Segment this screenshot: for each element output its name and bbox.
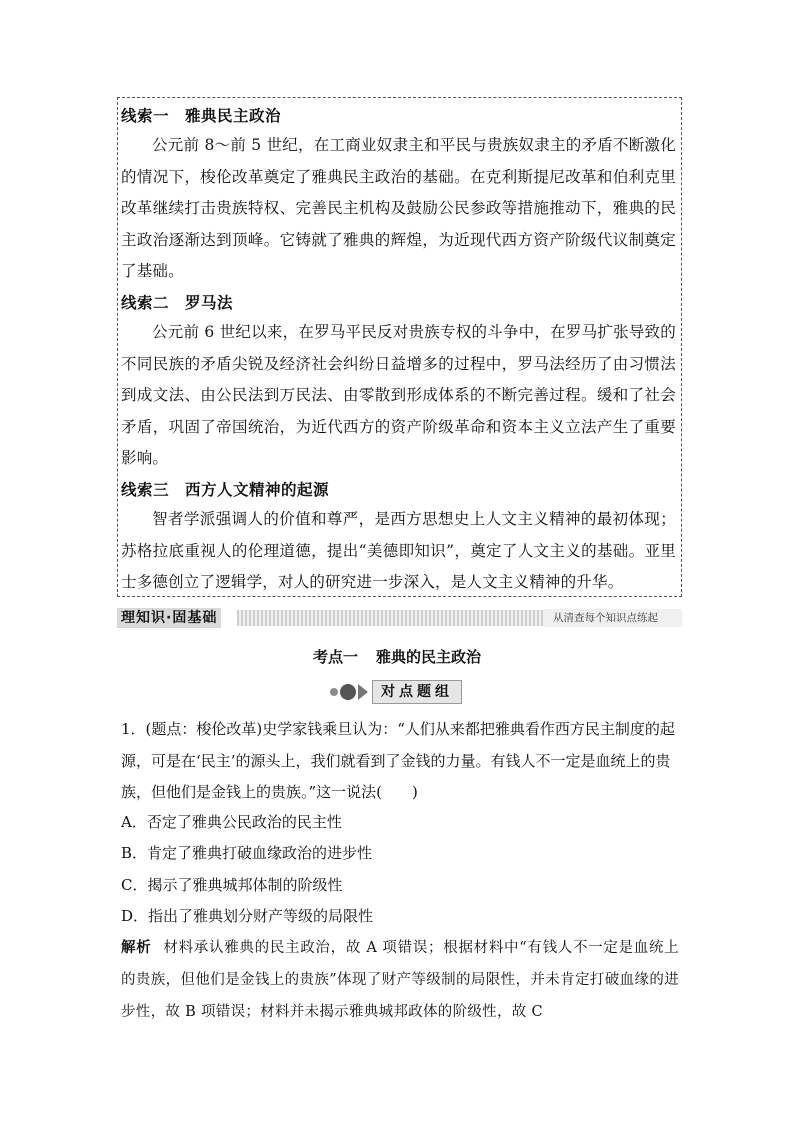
question-stem: 1．(题点：梭伦改革)史学家钱乘旦认为：“人们从来都把雅典看作西方民主制度的起源，可是在‘民主’的源头上，我们就看到了金钱的力量。有钱人不一定是血统上的贵族，但他们是金钱上的贵族。”这一说法( ) (121, 720, 675, 801)
option-d: D．指出了雅典划分财产等级的局限性 (121, 907, 374, 925)
clue-label: 线索一 (121, 107, 170, 125)
option-b: B．肯定了雅典打破血缘政治的进步性 (121, 844, 373, 862)
clue-heading-3 (121, 478, 329, 500)
option-a: A．否定了雅典公民政治的民主性 (121, 813, 342, 831)
explanation (121, 932, 679, 1028)
dot-icon (330, 688, 338, 696)
clue-text: 公元前 6 世纪以来，在罗马平民反对贵族专权的斗争中，在罗马扩张导致的不同民族的矛盾尖锐及经济社会纠纷日益增多的过程中，罗马法经历了由习惯法到成文法、由公民法到万民法、由零散到形成体系的不断完善过程。缓和了社会矛盾，巩固了帝国统治，为近代西方的资产阶级革命和资本主义立法产生了重要影响。 (121, 323, 676, 467)
clue-paragraph-3 (121, 504, 676, 599)
clue-topic: 罗马法 (185, 294, 234, 312)
section-banner (117, 608, 682, 628)
question-group-badge (330, 680, 470, 704)
explanation-text: 材料承认雅典的民主政治，故 A 项错误；根据材料中“有钱人不一定是血统上的贵族，但他们是金钱上的贵族”体现了财产等级制的局限性，并未肯定打破血缘的进步性，故 B 项错误；材料并未揭示雅典城邦政体的阶级性，故 C (121, 940, 679, 1020)
option-c: C．揭示了雅典城邦体制的阶级性 (121, 876, 343, 894)
clue-heading-1 (121, 104, 281, 126)
clue-paragraph-1 (121, 130, 676, 288)
exam-point-title (0, 646, 794, 667)
banner-title: 理知识·固基础 (117, 608, 221, 628)
point-topic: 雅典的民主政治 (376, 648, 482, 666)
clue-text: 智者学派强调人的价值和尊严，是西方思想史上人文主义精神的最初体现；苏格拉底重视人的伦理道德，提出“美德即知识”，奠定了人文主义的基础。亚里士多德创立了逻辑学，对人的研究进一步深入，是人文主义精神的升华。 (121, 510, 676, 591)
clue-paragraph-2 (121, 317, 676, 475)
dot-icon (340, 684, 356, 700)
banner-note: 从清查每个知识点练起 (543, 609, 682, 627)
clue-heading-2 (121, 291, 233, 313)
clue-label: 线索二 (121, 294, 170, 312)
clue-topic: 西方人文精神的起源 (185, 481, 330, 499)
clue-topic: 雅典民主政治 (185, 107, 282, 125)
arrow-right-icon (358, 684, 368, 700)
clue-label: 线索三 (121, 481, 170, 499)
clue-text: 公元前 8～前 5 世纪，在工商业奴隶主和平民与贵族奴隶主的矛盾不断激化的情况下，梭伦改革奠定了雅典民主政治的基础。在克利斯提尼改革和伯利克里改革继续打击贵族特权、完善民主机构及鼓励公民参政等措施推动下，雅典的民主政治逐渐达到顶峰。它铸就了雅典的辉煌，为近现代西方资产阶级代议制奠定了基础。 (121, 136, 676, 280)
explanation-lead: 解析 (121, 940, 152, 956)
point-label: 考点一 (312, 648, 358, 666)
group-label: 对点题组 (372, 680, 462, 704)
